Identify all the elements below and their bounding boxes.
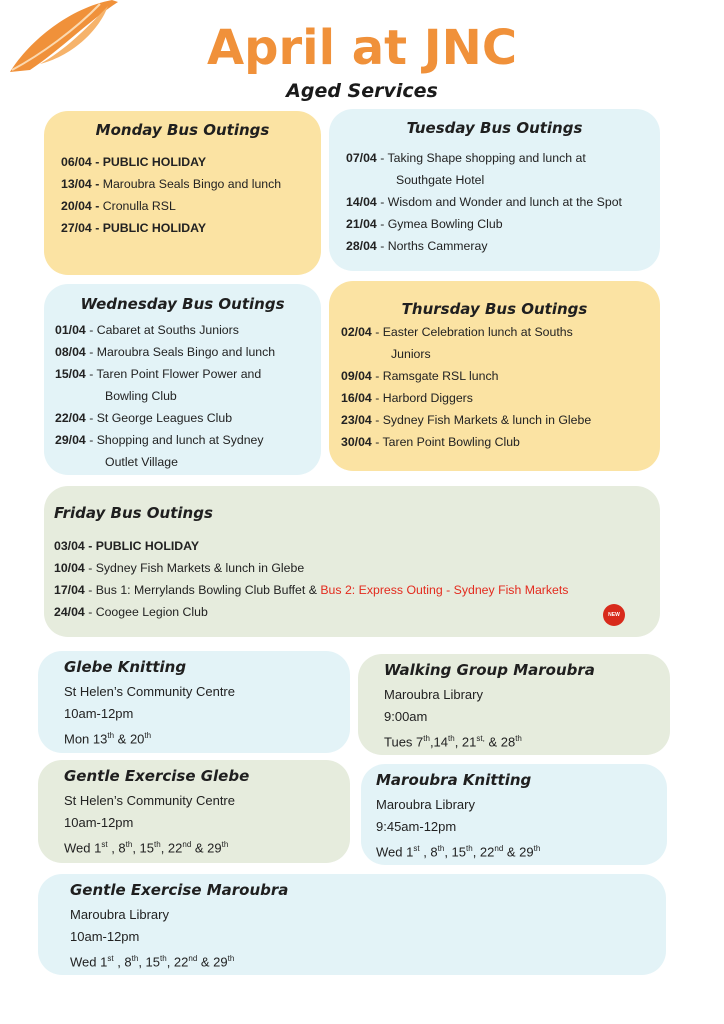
list-item: 09/04 - Ramsgate RSL lunch bbox=[341, 369, 499, 383]
maroubra-knitting-title: Maroubra Knitting bbox=[376, 771, 532, 789]
list-item: 01/04 - Cabaret at Souths Juniors bbox=[55, 323, 239, 337]
wednesday-list bbox=[55, 319, 275, 473]
days-text: Mon 13th & 20th bbox=[64, 731, 152, 747]
maroubra-knitting-info bbox=[376, 794, 540, 863]
walking-group-card bbox=[358, 654, 670, 755]
list-item: 13/04 - Maroubra Seals Bingo and lunch bbox=[61, 177, 282, 191]
page-subtitle: Aged Services bbox=[286, 80, 438, 102]
monday-title: Monday Bus Outings bbox=[95, 121, 270, 139]
list-item: Southgate Hotel bbox=[396, 173, 485, 187]
wednesday-card bbox=[44, 284, 321, 475]
list-item: 10/04 - Sydney Fish Markets & lunch in Glebe bbox=[54, 561, 305, 575]
list-item: 27/04 - PUBLIC HOLIDAY bbox=[61, 221, 207, 235]
monday-card bbox=[44, 111, 321, 275]
venue-text: Maroubra Library bbox=[376, 797, 475, 812]
gentle-exercise-maroubra-card bbox=[38, 874, 666, 975]
list-item: 22/04 - St George Leagues Club bbox=[55, 411, 233, 425]
list-item: 07/04 - Taking Shape shopping and lunch at bbox=[346, 151, 586, 165]
friday-title: Friday Bus Outings bbox=[54, 504, 213, 522]
venue-text: St Helen’s Community Centre bbox=[64, 684, 235, 699]
list-item: 21/04 - Gymea Bowling Club bbox=[346, 217, 503, 231]
page-title: April at JNC bbox=[206, 20, 518, 76]
tuesday-title: Tuesday Bus Outings bbox=[406, 119, 583, 137]
gentle-exercise-maroubra-info bbox=[70, 904, 234, 973]
time-text: 10am-12pm bbox=[70, 929, 140, 944]
monday-list bbox=[61, 151, 281, 239]
maroubra-knitting-card bbox=[361, 764, 667, 865]
new-badge-icon: NEW bbox=[603, 604, 625, 626]
list-item: 03/04 - PUBLIC HOLIDAY bbox=[54, 539, 200, 553]
thursday-card bbox=[329, 281, 660, 471]
list-item: 30/04 - Taren Point Bowling Club bbox=[341, 435, 520, 449]
time-text: 10am-12pm bbox=[64, 815, 134, 830]
time-text: 9:45am-12pm bbox=[376, 819, 457, 834]
list-item: 14/04 - Wisdom and Wonder and lunch at the Spot bbox=[346, 195, 622, 209]
tuesday-card bbox=[329, 109, 660, 271]
time-text: 9:00am bbox=[384, 709, 428, 724]
days-text: Wed 1st , 8th, 15th, 22nd & 29th bbox=[70, 954, 235, 970]
venue-text: Maroubra Library bbox=[70, 907, 169, 922]
thursday-list bbox=[341, 321, 591, 453]
list-item: Juniors bbox=[391, 347, 431, 361]
list-item: 28/04 - Norths Cammeray bbox=[346, 239, 488, 253]
venue-text: St Helen’s Community Centre bbox=[64, 793, 235, 808]
walking-group-info bbox=[384, 684, 522, 753]
list-item: 15/04 - Taren Point Flower Power and bbox=[55, 367, 262, 381]
glebe-knitting-card bbox=[38, 651, 350, 753]
days-text: Wed 1st , 8th, 15th, 22nd & 29th bbox=[376, 844, 541, 860]
gentle-exercise-glebe-title: Gentle Exercise Glebe bbox=[64, 767, 250, 785]
list-item: 20/04 - Cronulla RSL bbox=[61, 199, 176, 213]
walking-group-title: Walking Group Maroubra bbox=[384, 661, 595, 679]
list-item: 16/04 - Harbord Diggers bbox=[341, 391, 473, 405]
list-item: 02/04 - Easter Celebration lunch at Souths bbox=[341, 325, 573, 339]
glebe-knitting-info bbox=[64, 681, 235, 750]
gentle-exercise-glebe-card bbox=[38, 760, 350, 863]
time-text: 10am-12pm bbox=[64, 706, 134, 721]
list-item: 24/04 - Coogee Legion Club bbox=[54, 605, 208, 619]
list-item: 06/04 - PUBLIC HOLIDAY bbox=[61, 155, 207, 169]
gentle-exercise-glebe-info bbox=[64, 790, 235, 859]
list-item: 17/04 - Bus 1: Merrylands Bowling Club Buffet & Bus 2: Express Outing - Sydney Fish Markets bbox=[54, 583, 569, 597]
glebe-knitting-title: Glebe Knitting bbox=[64, 658, 187, 676]
venue-text: Maroubra Library bbox=[384, 687, 483, 702]
gentle-exercise-maroubra-title: Gentle Exercise Maroubra bbox=[70, 881, 289, 899]
list-item: 23/04 - Sydney Fish Markets & lunch in Glebe bbox=[341, 413, 592, 427]
list-item: 29/04 - Shopping and lunch at Sydney bbox=[55, 433, 264, 447]
friday-card bbox=[44, 486, 660, 637]
thursday-title: Thursday Bus Outings bbox=[401, 300, 588, 318]
list-item: Bowling Club bbox=[105, 389, 177, 403]
tuesday-list bbox=[346, 147, 622, 257]
list-item: Outlet Village bbox=[105, 455, 178, 469]
days-text: Wed 1st , 8th, 15th, 22nd & 29th bbox=[64, 840, 229, 856]
list-item: 08/04 - Maroubra Seals Bingo and lunch bbox=[55, 345, 276, 359]
friday-list bbox=[54, 535, 568, 623]
days-text: Tues 7th,14th, $21^{st,}$ & 28th bbox=[384, 734, 522, 750]
wednesday-title: Wednesday Bus Outings bbox=[80, 295, 285, 313]
